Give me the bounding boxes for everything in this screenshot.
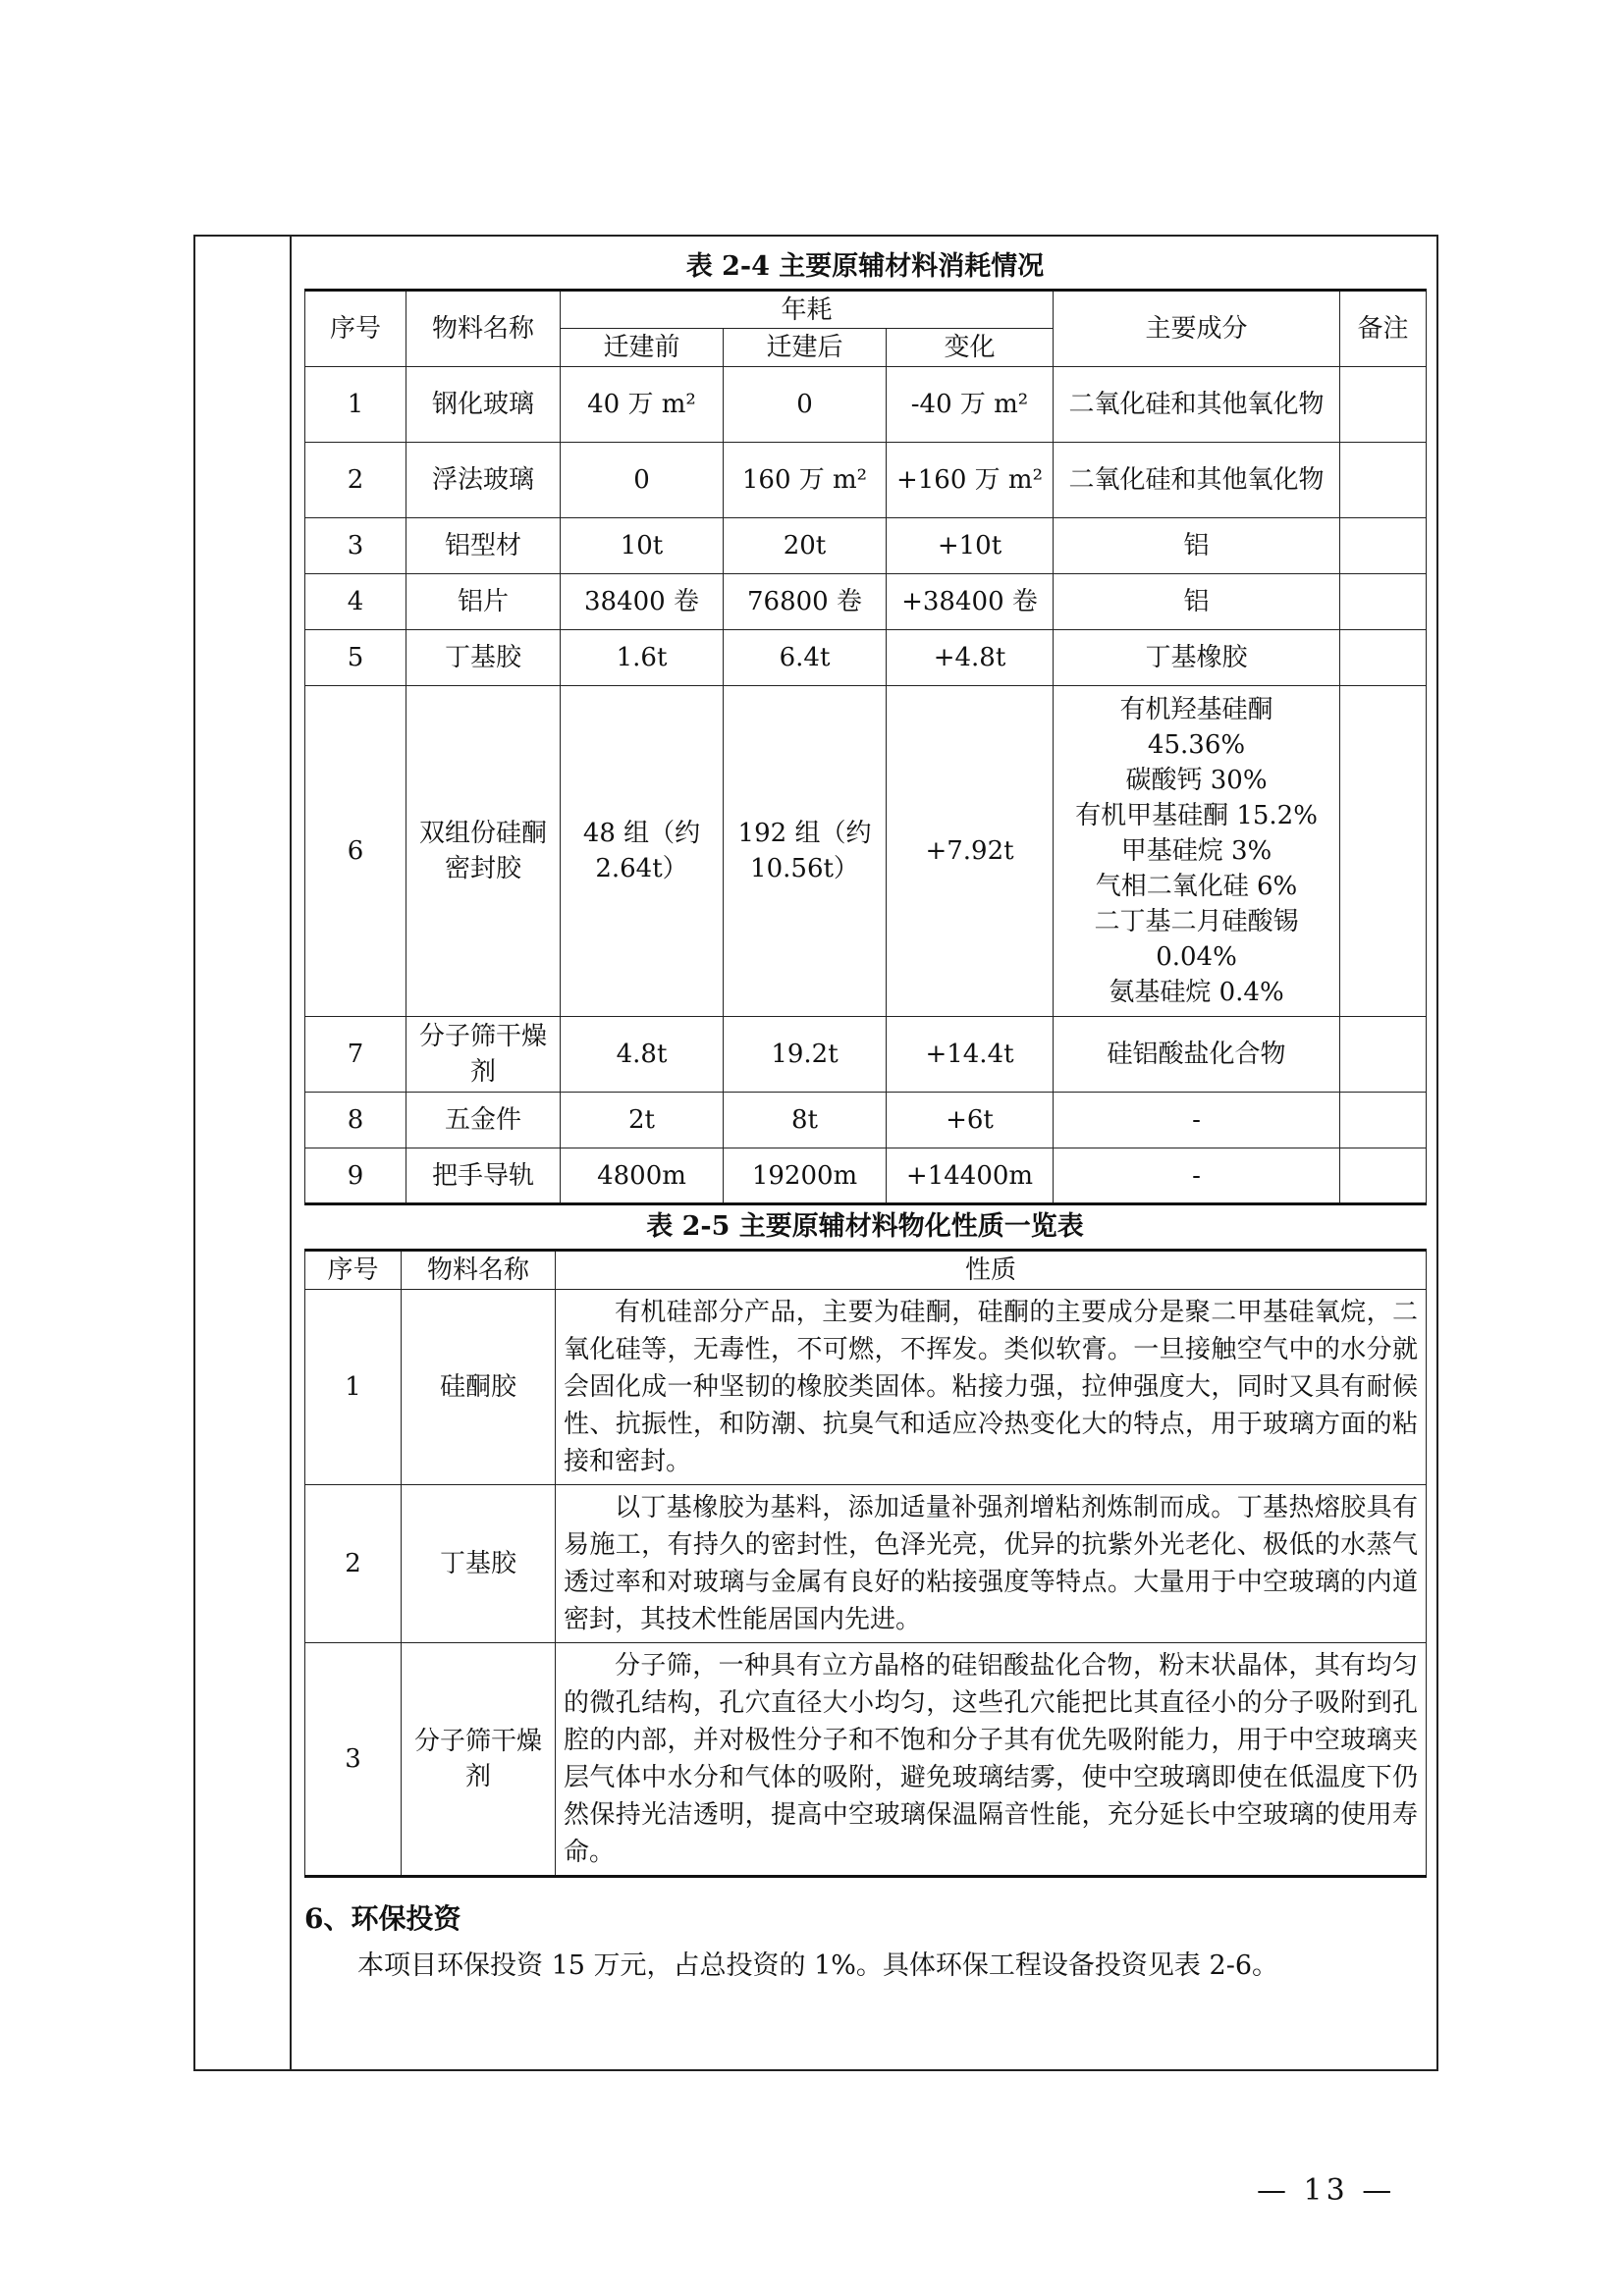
cell-before: 4.8t [561, 1017, 724, 1093]
cell-after: 192 组（约 10.56t） [724, 686, 887, 1017]
cell-no: 9 [305, 1148, 406, 1204]
table-row [305, 443, 1427, 518]
table-row [305, 518, 1427, 574]
table-2-5-title: 表 2-5 主要原辅材料物化性质一览表 [646, 1211, 1084, 1242]
cell-before: 38400 卷 [561, 574, 724, 630]
header-name: 物料名称 [406, 291, 561, 367]
cell-before: 4800m [561, 1148, 724, 1204]
table-row [305, 686, 1427, 1017]
cell-note [1340, 1017, 1427, 1093]
header-name: 物料名称 [402, 1251, 556, 1290]
cell-note [1340, 574, 1427, 630]
cell-no: 2 [305, 1485, 402, 1643]
material-properties-table [304, 1249, 1427, 1878]
header-property: 性质 [556, 1251, 1427, 1290]
cell-before: 2t [561, 1093, 724, 1148]
cell-composition: 丁基橡胶 [1054, 630, 1340, 686]
cell-no: 8 [305, 1093, 406, 1148]
table-row [305, 1148, 1427, 1204]
header-composition: 主要成分 [1054, 291, 1340, 367]
cell-after: 8t [724, 1093, 887, 1148]
page-number: — 13 — [1257, 2173, 1396, 2208]
composition-line: 0.04% [1156, 942, 1237, 972]
section-heading: 6、环保投资 [304, 1902, 461, 1935]
table-row [305, 630, 1427, 686]
cell-name: 钢化玻璃 [406, 367, 561, 443]
cell-note [1340, 443, 1427, 518]
cell-after: 20t [724, 518, 887, 574]
cell-composition: - [1054, 1148, 1340, 1204]
header-note: 备注 [1340, 291, 1427, 367]
material-consumption-table [304, 289, 1427, 1205]
cell-property: 分子筛，一种具有立方晶格的硅铝酸盐化合物，粉末状晶体，其有均匀的微孔结构，孔穴直径大小均匀，这些孔穴能把比其直径小的分子吸附到孔腔的内部，并对极性分子和不饱和分子其有优先吸附能力，用于中空玻璃夹层气体中水分和气体的吸附，避免玻璃结雾，使中空玻璃即使在低温度下仍然保持光洁透明，提高中空玻璃保温隔音性能，充分延长中空玻璃的使用寿命。 [556, 1643, 1427, 1877]
content-area [304, 245, 1426, 1988]
composition-line: 气相二氧化硅 6% [1095, 872, 1298, 901]
cell-change: +14.4t [887, 1017, 1054, 1093]
cell-after: 160 万 m² [724, 443, 887, 518]
table-row [305, 1093, 1427, 1148]
header-annual: 年耗 [561, 291, 1054, 329]
table-2-4-title: 表 2-4 主要原辅材料消耗情况 [685, 251, 1045, 282]
cell-before: 1.6t [561, 630, 724, 686]
cell-composition: - [1054, 1093, 1340, 1148]
cell-name: 铝型材 [406, 518, 561, 574]
cell-change: +160 万 m² [887, 443, 1054, 518]
cell-change: +4.8t [887, 630, 1054, 686]
cell-no: 7 [305, 1017, 406, 1093]
cell-property: 有机硅部分产品，主要为硅酮，硅酮的主要成分是聚二甲基硅氧烷，二氧化硅等，无毒性，不可燃，不挥发。类似软膏。一旦接触空气中的水分就会固化成一种坚韧的橡胶类固体。粘接力强，拉伸强度大，同时又具有耐候性、抗振性，和防潮、抗臭气和适应冷热变化大的特点，用于玻璃方面的粘接和密封。 [556, 1290, 1427, 1485]
cell-note [1340, 367, 1427, 443]
cell-after: 76800 卷 [724, 574, 887, 630]
cell-name: 把手导轨 [406, 1148, 561, 1204]
frame-divider [290, 237, 292, 2069]
table-row [305, 1017, 1427, 1093]
composition-line: 甲基硅烷 3% [1120, 836, 1272, 866]
cell-after: 0 [724, 367, 887, 443]
cell-no: 5 [305, 630, 406, 686]
cell-composition [1054, 686, 1340, 1017]
cell-before: 10t [561, 518, 724, 574]
cell-after: 19.2t [724, 1017, 887, 1093]
composition-line: 二丁基二月硅酸锡 [1094, 907, 1299, 936]
cell-name: 五金件 [406, 1093, 561, 1148]
cell-no: 3 [305, 1643, 402, 1877]
table-row [305, 1290, 1427, 1485]
cell-after: 6.4t [724, 630, 887, 686]
cell-name: 分子筛干燥剂 [402, 1643, 556, 1877]
cell-name: 铝片 [406, 574, 561, 630]
cell-change: -40 万 m² [887, 367, 1054, 443]
composition-line: 45.36% [1147, 730, 1246, 760]
section-paragraph: 本项目环保投资 15 万元，占总投资的 1%。具体环保工程设备投资见表 2-6。 [357, 1950, 1278, 1981]
cell-change: +6t [887, 1093, 1054, 1148]
cell-after: 19200m [724, 1148, 887, 1204]
cell-no: 1 [305, 1290, 402, 1485]
header-before: 迁建前 [561, 329, 724, 367]
composition-line: 有机羟基硅酮 [1119, 695, 1273, 724]
cell-composition: 铝 [1054, 518, 1340, 574]
composition-line: 碳酸钙 30% [1125, 766, 1268, 795]
cell-composition: 铝 [1054, 574, 1340, 630]
cell-note [1340, 1093, 1427, 1148]
cell-no: 2 [305, 443, 406, 518]
cell-change: +38400 卷 [887, 574, 1054, 630]
cell-name: 硅酮胶 [402, 1290, 556, 1485]
cell-no: 4 [305, 574, 406, 630]
cell-property: 以丁基橡胶为基料，添加适量补强剂增粘剂炼制而成。丁基热熔胶具有易施工，有持久的密封性，色泽光亮，优异的抗紫外光老化、极低的水蒸气透过率和对玻璃与金属有良好的粘接强度等特点。大量用于中空玻璃的内道密封，其技术性能居国内先进。 [556, 1485, 1427, 1643]
header-change: 变化 [887, 329, 1054, 367]
composition-line: 有机甲基硅酮 15.2% [1075, 801, 1318, 830]
cell-name: 丁基胶 [402, 1485, 556, 1643]
composition-line: 氨基硅烷 0.4% [1109, 978, 1284, 1007]
header-after: 迁建后 [724, 329, 887, 367]
cell-composition: 二氧化硅和其他氧化物 [1054, 367, 1340, 443]
cell-name: 分子筛干燥剂 [406, 1017, 561, 1093]
table-row [305, 1485, 1427, 1643]
cell-before: 0 [561, 443, 724, 518]
table-row [305, 1643, 1427, 1877]
cell-name: 双组份硅酮密封胶 [406, 686, 561, 1017]
cell-change: +7.92t [887, 686, 1054, 1017]
cell-note [1340, 518, 1427, 574]
cell-name: 丁基胶 [406, 630, 561, 686]
cell-no: 3 [305, 518, 406, 574]
header-index: 序号 [305, 291, 406, 367]
cell-note [1340, 1148, 1427, 1204]
table-row [305, 574, 1427, 630]
cell-no: 6 [305, 686, 406, 1017]
cell-no: 1 [305, 367, 406, 443]
cell-composition: 二氧化硅和其他氧化物 [1054, 443, 1340, 518]
cell-note [1340, 630, 1427, 686]
cell-before: 48 组（约 2.64t） [561, 686, 724, 1017]
cell-composition: 硅铝酸盐化合物 [1054, 1017, 1340, 1093]
table-row [305, 367, 1427, 443]
cell-change: +14400m [887, 1148, 1054, 1204]
cell-name: 浮法玻璃 [406, 443, 561, 518]
cell-note [1340, 686, 1427, 1017]
cell-before: 40 万 m² [561, 367, 724, 443]
cell-change: +10t [887, 518, 1054, 574]
header-index: 序号 [305, 1251, 402, 1290]
